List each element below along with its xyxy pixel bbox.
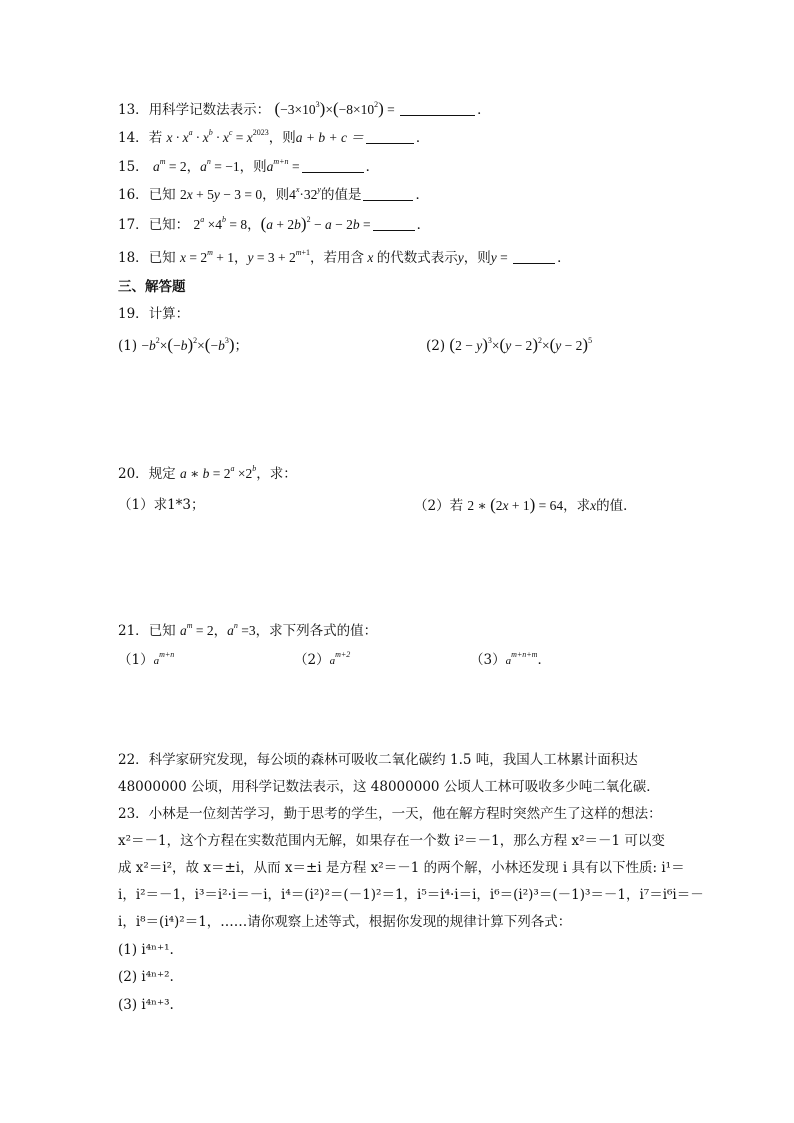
answer-blank[interactable] — [302, 159, 364, 173]
question-20: 20．规定 a ∗ $b = 2^a \times 2^b$，求： — [118, 464, 297, 482]
question-23-line-3: 成 x²＝i²，故 x＝±i，从而 x＝±i 是方程 x²＝－1 的两个解，小林还发现 i 具有以下性质: i¹＝ — [118, 860, 685, 876]
question-21-part-3: $(3)a^{m+n+m}$． — [470, 650, 551, 668]
question-19-part-1: $(1) -b^2\times(-b)^2\times(-b^3)$； — [118, 335, 248, 354]
question-number: 13． — [118, 102, 149, 118]
question-number: 15． — [118, 159, 149, 175]
question-22-line-2: 48000000 公顷，用科学记数法表示，这 48000000 公顷人工林可吸收多少吨二氧化碳． — [118, 779, 660, 795]
question-16: 16．已知 2x + 5y − 3 = 0，则$4^x\cdot 32^y$的值是 ． — [118, 185, 429, 203]
question-text: 若 — [148, 130, 163, 146]
question-23-line-2: x²＝－1，这个方程在实数范围内无解，如果存在一个数 i²＝－1，那么方程 x²＝－1 可以变 — [118, 833, 665, 849]
question-23-part-1: (1) i⁴ⁿ⁺¹. — [118, 942, 174, 958]
question-number: 21． — [118, 623, 149, 639]
question-23-part-2: (2) i⁴ⁿ⁺². — [118, 969, 174, 985]
math-expression: $a^m = 2$ — [152, 157, 187, 174]
question-23-line-4: i，i²＝－1，i³＝i²·i＝－i，i⁴＝(i²)²＝(－1)²＝1，i⁵＝i⁴·i＝i，i⁶＝(i²)³＝(－1)³＝－1，i⁷＝i⁶i＝－ — [118, 887, 704, 903]
question-number: 22． — [118, 752, 149, 768]
question-23-line-5: i，i⁸＝(i⁴)²＝1，……请你观察上述等式，根据你发现的规律计算下列各式： — [118, 914, 572, 930]
question-17: 17．已知： $2^a \times 4^b = 8$，$(a + 2b)^2 - a - 2b$ = ． — [118, 214, 431, 233]
answer-blank[interactable] — [363, 187, 413, 201]
question-number: 17． — [118, 217, 149, 233]
question-number: 16． — [118, 187, 149, 203]
answer-blank[interactable] — [366, 130, 414, 144]
math-expression: 2 ∗ (2x + 1) = 64 — [467, 495, 564, 514]
section-title: 三、解答题 — [118, 279, 186, 295]
question-number: 18． — [118, 250, 149, 266]
question-19: 19．计算： — [118, 306, 190, 322]
question-21-part-2: $(2)a^{m+2}$ — [294, 650, 351, 668]
math-expression: $x \cdot x^a \cdot x^b \cdot x^c = x^{2023}$ — [166, 128, 269, 145]
question-21: 21．已知 $a^m = 2$，$a^n =3$，求下列各式的值： — [118, 621, 378, 639]
question-23-part-3: (3) i⁴ⁿ⁺³. — [118, 997, 174, 1013]
question-number: 14． — [118, 130, 149, 146]
math-expression: $a^m = 2$ — [179, 621, 214, 638]
question-number: 23． — [118, 806, 149, 822]
question-number: 20． — [118, 466, 149, 482]
question-19-part-2: (2) $(2 - y)^3\times(y - 2)^2\times(y - 2)^5$ — [426, 335, 593, 354]
question-text: 用科学记数法表示： — [148, 102, 271, 118]
question-number: 19． — [118, 306, 149, 322]
math-expression: a ∗ $b = 2^a \times 2^b$ — [179, 464, 257, 481]
question-20-part-2: （2）若 2 ∗ (2x + 1) = 64，求x的值． — [414, 495, 637, 514]
question-21-part-1: $(1)a^{m+n}$ — [118, 650, 175, 668]
answer-blank[interactable] — [400, 102, 475, 116]
math-expression: $-b^2\times(-b)^2\times(-b^3)$ — [141, 335, 235, 354]
question-23: 23．小林是一位刻苦学习，勤于思考的学生，一天，他在解方程时突然产生了这样的想法： — [118, 806, 662, 822]
math-expression: a + b + c ＝ — [295, 130, 364, 145]
math-expression: $(2 - y)^3\times(y - 2)^2\times(y - 2)^5$ — [449, 335, 593, 354]
question-14: 14．若 $x \cdot x^a \cdot x^b \cdot x^c = x^{2023}$，则a + b + c ＝ ． — [118, 128, 430, 146]
math-expression: 2x + 5y − 3 = 0 — [179, 187, 263, 202]
answer-blank[interactable] — [513, 250, 555, 264]
answer-blank[interactable] — [373, 217, 415, 231]
question-18: 18．已知 $x = 2^m + 1$，$y = 3 + 2^{m+1}$，若用含 x 的代数式表示y，则y = ． — [118, 248, 571, 266]
math-expression: $(-3\times 10^3)\times(-8\times 10^2)$ = — [274, 99, 399, 118]
question-22: 22．科学家研究发现，每公顷的森林可吸收二氧化碳约 1.5 吨，我国人工林累计面积达 — [118, 752, 638, 768]
question-13: 13．用科学记数法表示： $(-3\times 10^3)\times(-8\times 10^2)$ = ． — [118, 99, 491, 118]
math-expression: $x = 2^m + 1$ — [179, 248, 235, 265]
math-expression: $2^a \times 4^b = 8$ — [193, 215, 248, 232]
question-15: 15． $a^m = 2$，$a^n = -1$，则$a^{m+n}$ = ． — [118, 157, 380, 175]
question-20-part-1: （1）求1*3； — [118, 497, 205, 513]
